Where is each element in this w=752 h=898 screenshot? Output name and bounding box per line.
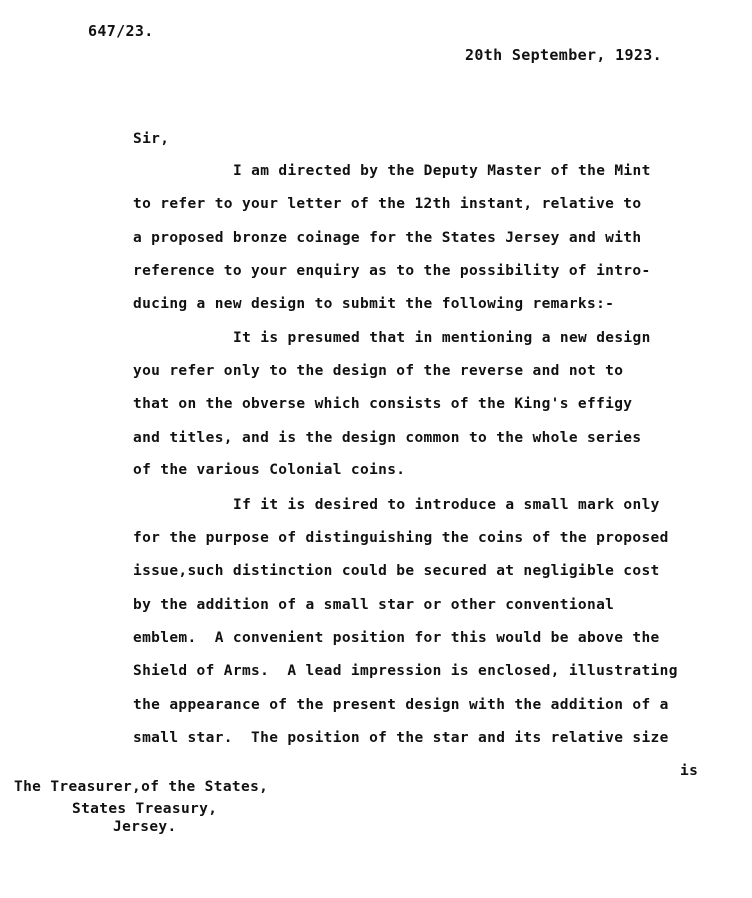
body-line: If it is desired to introduce a small mark only	[233, 497, 660, 513]
body-line: It is presumed that in mentioning a new design	[233, 330, 651, 346]
body-line: the appearance of the present design with the addition of a	[133, 697, 669, 713]
salutation: Sir,	[133, 131, 170, 147]
recipient-address-line-2: States Treasury,	[72, 801, 218, 817]
recipient-address-line-3: Jersey.	[113, 819, 177, 835]
body-line: ducing a new design to submit the following remarks:-	[133, 296, 615, 312]
body-line: I am directed by the Deputy Master of the Mint	[233, 163, 651, 179]
reference-number: 647/23.	[88, 22, 154, 40]
body-line: Shield of Arms. A lead impression is enclosed, illustrating	[133, 663, 678, 679]
page-continuation-word: is	[680, 763, 699, 779]
recipient-address-line-1: The Treasurer,of the States,	[14, 779, 269, 795]
body-line: issue,such distinction could be secured at negligible cost	[133, 563, 660, 579]
body-line: to refer to your letter of the 12th instant, relative to	[133, 196, 642, 212]
body-line: reference to your enquiry as to the possibility of intro-	[133, 263, 651, 279]
body-line: a proposed bronze coinage for the States Jersey and with	[133, 230, 642, 246]
letter-date: 20th September, 1923.	[465, 46, 662, 64]
body-line: and titles, and is the design common to the whole series	[133, 430, 642, 446]
body-line: you refer only to the design of the reverse and not to	[133, 363, 624, 379]
body-line: small star. The position of the star and its relative size	[133, 730, 669, 746]
body-line: by the addition of a small star or other conventional	[133, 597, 615, 613]
body-line: of the various Colonial coins.	[133, 462, 406, 478]
body-line: for the purpose of distinguishing the coins of the proposed	[133, 530, 669, 546]
body-line: that on the obverse which consists of the King's effigy	[133, 396, 633, 412]
body-line: emblem. A convenient position for this would be above the	[133, 630, 660, 646]
